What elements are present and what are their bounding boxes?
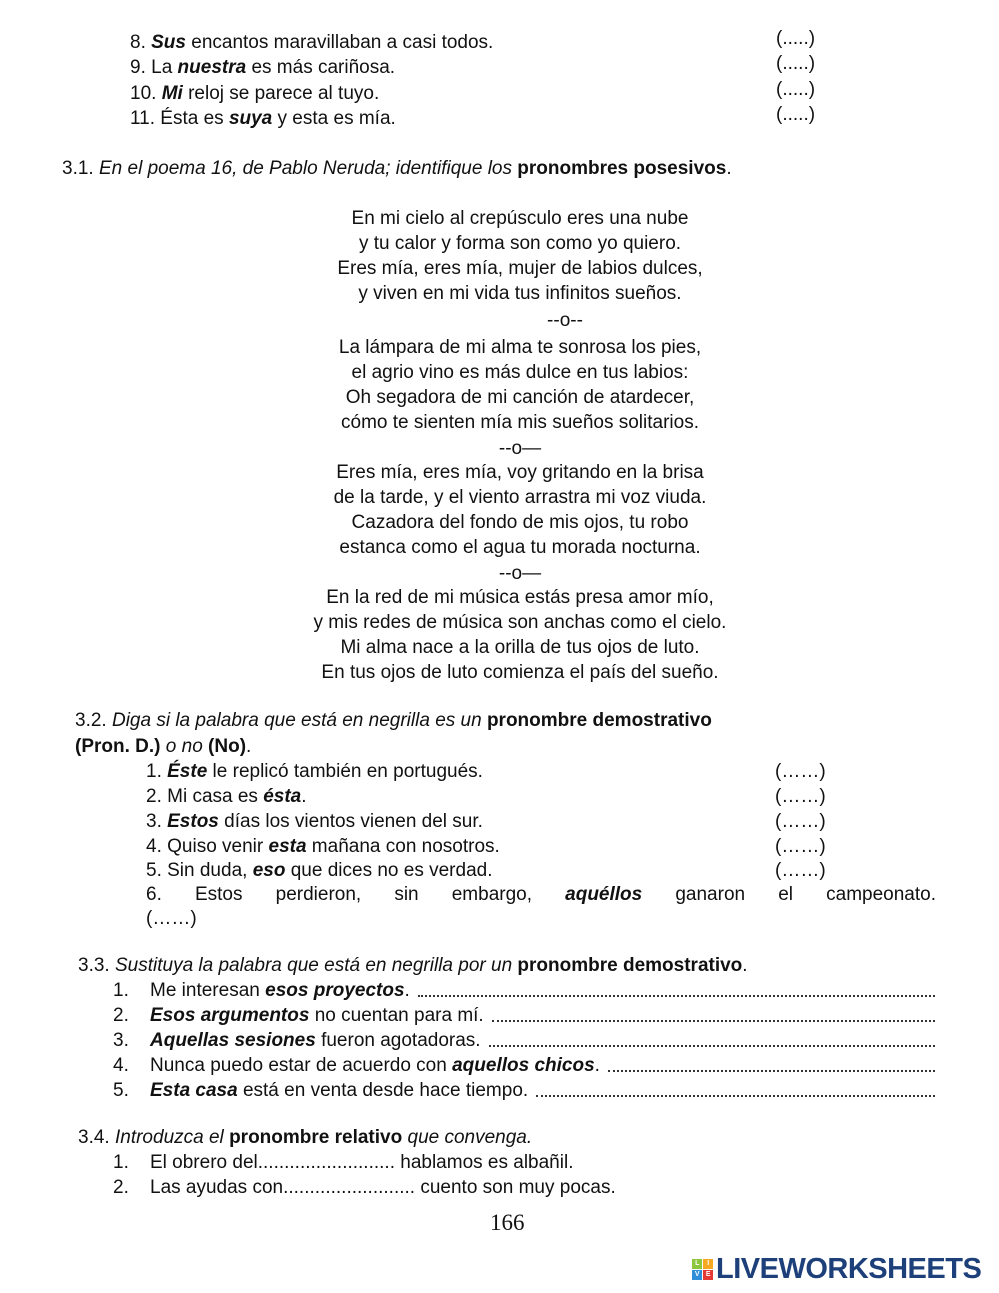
answer-blank[interactable]: (……): [775, 860, 826, 881]
text-segment: reloj se parece al tuyo.: [182, 83, 380, 104]
text-segment: 3.4.: [78, 1127, 115, 1148]
page-number: 166: [490, 1210, 525, 1235]
answer-blank[interactable]: (.....): [776, 104, 816, 125]
logo-cube: L: [692, 1259, 702, 1269]
text-segment: 5. Sin duda,: [146, 860, 253, 881]
text-segment: eso: [252, 860, 286, 881]
text-segment: que dices no es verdad.: [285, 860, 493, 881]
text-segment: Sustituya la palabra que está en negrilla por un: [114, 955, 518, 976]
text-segment: encantos maravillaban a casi todos.: [185, 32, 494, 53]
poem-line: En la red de mi música estás presa amor mío,: [326, 587, 714, 608]
text-segment: Aquellas sesiones: [150, 1030, 316, 1051]
text-segment: aquéllos: [565, 884, 643, 905]
item-number: 2.: [113, 1177, 129, 1198]
poem-line: --o—: [498, 438, 542, 459]
text-segment: es más cariñosa.: [246, 57, 396, 78]
section-3-4-instruction: [78, 1127, 532, 1149]
answer-blank[interactable]: (……): [775, 811, 826, 832]
section-3-3-instruction: [78, 955, 748, 977]
text-segment: pronombre relativo: [229, 1127, 403, 1148]
text-segment: pronombre demostrativo: [517, 955, 743, 976]
exercise-item: Las ayudas con......................... cuento son muy pocas.: [150, 1177, 616, 1198]
text-segment: .: [404, 980, 410, 1001]
text-segment: que convenga.: [402, 1127, 533, 1148]
text-segment: y esta es mía.: [272, 108, 396, 129]
item-number: 2.: [113, 1005, 129, 1026]
text-segment: Esos argumentos: [150, 1005, 310, 1026]
item-number: 4.: [113, 1055, 129, 1076]
logo-cube: V: [692, 1270, 702, 1280]
text-segment: 3.1.: [62, 158, 99, 179]
text-segment: Me interesan: [150, 980, 266, 1001]
answer-blank[interactable]: (……): [775, 836, 826, 857]
item-text: [150, 1080, 528, 1102]
logo-cubes-icon: [692, 1259, 713, 1280]
text-segment: 10.: [130, 83, 162, 104]
text-segment: ganaron el campeonato.: [642, 884, 936, 905]
item-text: [150, 1005, 484, 1027]
text-segment: o no: [160, 736, 209, 757]
poem-line: --o--: [547, 310, 583, 331]
text-segment: (No): [208, 736, 247, 757]
answer-line[interactable]: [492, 1020, 935, 1022]
poem-line: Oh segadora de mi canción de atardecer,: [345, 387, 695, 408]
section-3-2-instruction: [75, 710, 712, 732]
text-segment: Sus: [151, 32, 186, 53]
poem-line: Mi alma nace a la orilla de tus ojos de luto.: [340, 637, 700, 658]
exercise-item: [146, 811, 483, 833]
text-segment: Introduzca el: [114, 1127, 230, 1148]
logo-text: LIVEWORKSHEETS: [716, 1253, 982, 1285]
text-segment: pronombres posesivos: [517, 158, 727, 179]
item-text: [150, 1030, 481, 1052]
item-number: 1.: [113, 1152, 129, 1173]
item-number: 3.: [113, 1030, 129, 1051]
text-segment: no cuentan para mí.: [309, 1005, 484, 1026]
text-segment: 9. La: [130, 57, 178, 78]
answer-line[interactable]: [536, 1095, 935, 1097]
poem-line: el agrio vino es más dulce en tus labios:: [351, 362, 689, 383]
text-segment: Diga si la palabra que está en negrilla es un: [111, 710, 487, 731]
answer-line[interactable]: [489, 1045, 935, 1047]
section-3-2-instruction-cont: [75, 736, 251, 758]
exercise-item: [146, 836, 500, 858]
exercise-item: [146, 761, 483, 783]
exercise-item: [146, 786, 307, 808]
answer-line[interactable]: [608, 1070, 935, 1072]
exercise-item: El obrero del.......................... hablamos es albañil.: [150, 1152, 574, 1173]
text-segment: pronombre demostrativo: [486, 710, 712, 731]
text-segment: 1.: [146, 761, 168, 782]
poem-line: Eres mía, eres mía, voy gritando en la brisa: [336, 462, 704, 483]
exercise-item: [130, 108, 396, 130]
poem-line: estanca como el agua tu morada nocturna.: [339, 537, 701, 558]
text-segment: días los vientos vienen del sur.: [218, 811, 483, 832]
text-segment: 11. Ésta es: [130, 108, 229, 129]
text-segment: Esta casa: [150, 1080, 238, 1101]
exercise-item: [150, 1055, 935, 1077]
text-segment: 6. Estos perdieron, sin embargo,: [146, 884, 566, 905]
text-segment: Mi: [161, 83, 183, 104]
answer-blank[interactable]: (.....): [776, 28, 816, 49]
text-segment: Estos: [167, 811, 219, 832]
answer-blank[interactable]: (.....): [776, 53, 816, 74]
exercise-item: [130, 57, 395, 79]
text-segment: .: [246, 736, 252, 757]
poem-line: En mi cielo al crepúsculo eres una nube: [351, 208, 689, 229]
text-segment: 3.: [146, 811, 168, 832]
item-number: 5.: [113, 1080, 129, 1101]
text-segment: está en venta desde hace tiempo.: [237, 1080, 529, 1101]
answer-blank[interactable]: (……): [775, 786, 826, 807]
poem-line: Eres mía, eres mía, mujer de labios dulces,: [337, 258, 703, 279]
text-segment: 2. Mi casa es: [146, 786, 264, 807]
poem-line: de la tarde, y el viento arrastra mi voz viuda.: [333, 487, 707, 508]
exercise-item: [150, 1080, 935, 1102]
section-3-1-instruction: [62, 158, 732, 180]
poem-line: La lámpara de mi alma te sonrosa los pies,: [338, 337, 702, 358]
item-number: 1.: [113, 980, 129, 1001]
text-segment: mañana con nosotros.: [306, 836, 500, 857]
text-segment: 8.: [130, 32, 152, 53]
text-segment: .: [594, 1055, 600, 1076]
text-segment: 3.2.: [75, 710, 112, 731]
exercise-item: [130, 83, 379, 105]
exercise-item: [150, 1005, 935, 1027]
exercise-item: [146, 860, 492, 882]
answer-line[interactable]: [418, 995, 935, 997]
text-segment: 3.3.: [78, 955, 115, 976]
text-segment: fueron agotadoras.: [315, 1030, 481, 1051]
text-segment: aquellos chicos: [452, 1055, 595, 1076]
text-segment: .: [726, 158, 732, 179]
text-segment: .: [301, 786, 307, 807]
exercise-item: [150, 980, 935, 1002]
text-segment: esta: [268, 836, 307, 857]
text-segment: En el poema 16, de Pablo Neruda; identifique los: [98, 158, 518, 179]
answer-blank[interactable]: (……): [775, 761, 826, 782]
poem-line: cómo te sienten mía mis sueños solitarios.: [341, 412, 699, 433]
poem-line: y mis redes de música son anchas como el cielo.: [313, 612, 727, 633]
text-segment: suya: [228, 108, 273, 129]
text-segment: le replicó también en portugués.: [207, 761, 483, 782]
text-segment: ésta: [263, 786, 302, 807]
poem-line: y tu calor y forma son como yo quiero.: [358, 233, 682, 254]
poem-line: Cazadora del fondo de mis ojos, tu robo: [351, 512, 689, 533]
poem-line: y viven en mi vida tus infinitos sueños.: [358, 283, 682, 304]
text-segment: Nunca puedo estar de acuerdo con: [150, 1055, 453, 1076]
text-segment: Éste: [167, 761, 208, 782]
liveworksheets-logo: [692, 1253, 981, 1286]
text-segment: nuestra: [177, 57, 247, 78]
answer-blank[interactable]: (……): [146, 908, 197, 929]
item-text: [150, 1055, 600, 1077]
logo-cube: I: [703, 1259, 713, 1269]
text-segment: 4. Quiso venir: [146, 836, 269, 857]
exercise-item: [146, 884, 936, 906]
exercise-item: [130, 32, 493, 54]
answer-blank[interactable]: (.....): [776, 79, 816, 100]
text-segment: esos proyectos: [265, 980, 405, 1001]
poem-line: En tus ojos de luto comienza el país del sueño.: [321, 662, 719, 683]
item-text: [150, 980, 410, 1002]
exercise-item: [150, 1030, 935, 1052]
text-segment: .: [742, 955, 748, 976]
logo-cube: E: [703, 1270, 713, 1280]
poem-line: --o—: [498, 563, 542, 584]
text-segment: (Pron. D.): [75, 736, 161, 757]
